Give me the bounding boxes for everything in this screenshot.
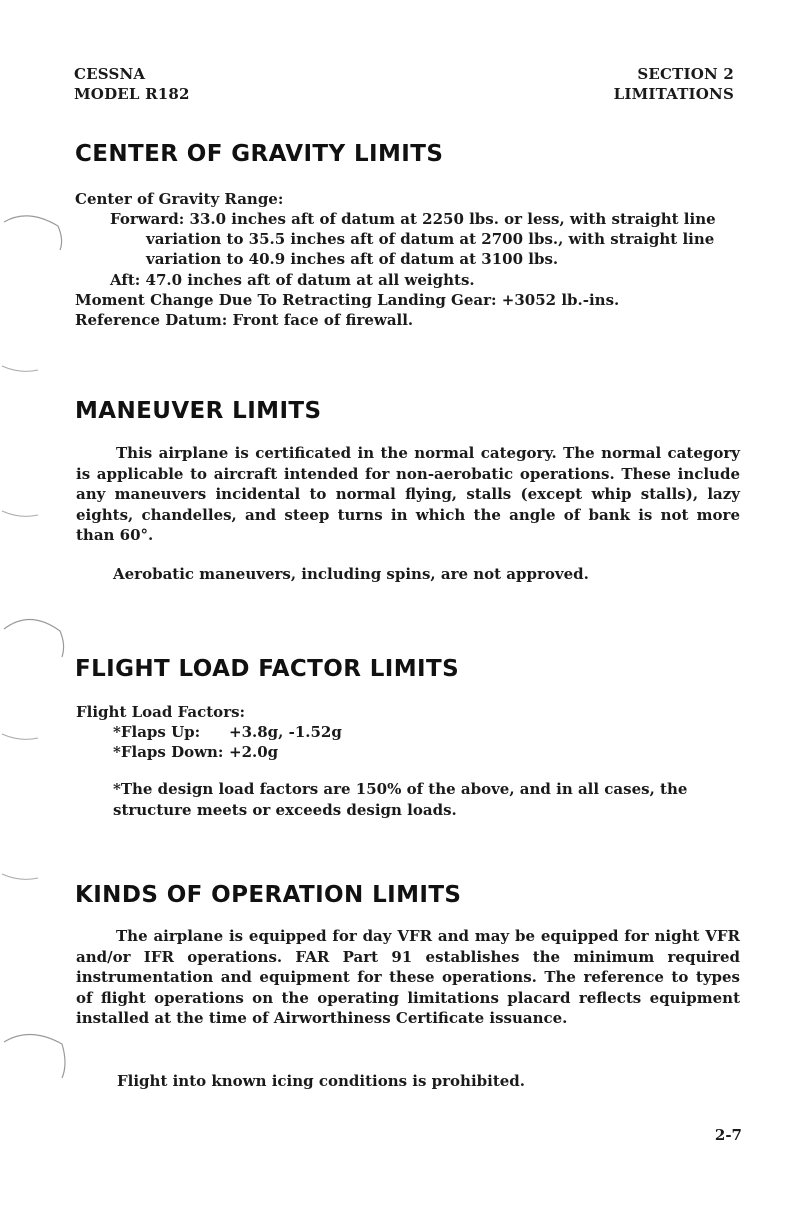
binder-tick-mark — [0, 505, 50, 525]
maneuver-limits-heading: MANEUVER LIMITS — [75, 398, 322, 424]
section-title: LIMITATIONS — [613, 85, 734, 103]
manufacturer-label: CESSNA — [74, 65, 146, 83]
model-label: MODEL R182 — [74, 85, 190, 103]
binder-hole-mark — [0, 1020, 70, 1090]
icing-prohibition: Flight into known icing conditions is prohibited. — [117, 1072, 526, 1090]
kinds-text: The airplane is equipped for day VFR and may be equipped for night VFR and/or IFR operations. FAR Part 91 establishes the minimum required instrumentation and equipment for these operations. The reference to types of flight operations on the operating limitations placard reflects equipment installed at the time of Airworthiness Certificate issuance. — [76, 927, 740, 1027]
cg-forward-line2: variation to 35.5 inches aft of datum at 2700 lbs., with straight line — [146, 230, 715, 248]
cg-aft-limit: Aft: 47.0 inches aft of datum at all weights. — [110, 271, 475, 289]
kinds-paragraph — [76, 926, 740, 1029]
flaps-down-value: +2.0g — [229, 743, 279, 761]
load-factors-label: Flight Load Factors: — [76, 703, 246, 721]
cg-limits-heading: CENTER OF GRAVITY LIMITS — [75, 141, 444, 167]
cg-reference-datum: Reference Datum: Front face of firewall. — [75, 311, 414, 329]
flaps-up-value: +3.8g, -1.52g — [229, 723, 342, 741]
section-label: SECTION 2 — [637, 65, 734, 83]
design-load-note-line1: *The design load factors are 150% of the above, and in all cases, the — [113, 780, 688, 798]
maneuver-text: This airplane is certificated in the normal category. The normal category is applicable to aircraft intended for non-aerobatic operations. These include any maneuvers incidental to normal flying, stalls (except whip stalls), lazy eights, chandelles, and steep turns in which the angle of bank is not more than 60°. — [76, 444, 740, 544]
cg-forward-line1: Forward: 33.0 inches aft of datum at 2250 lbs. or less, with straight line — [110, 210, 716, 228]
binder-hole-mark — [0, 605, 70, 665]
binder-hole-mark — [0, 200, 70, 260]
cg-forward-line3: variation to 40.9 inches aft of datum at 3100 lbs. — [146, 250, 559, 268]
kinds-of-operation-heading: KINDS OF OPERATION LIMITS — [75, 882, 462, 908]
load-factor-heading: FLIGHT LOAD FACTOR LIMITS — [75, 656, 460, 682]
flaps-down-label: *Flaps Down: — [113, 743, 224, 761]
header-left — [74, 64, 190, 104]
binder-tick-mark — [0, 728, 50, 748]
cg-range-label: Center of Gravity Range: — [75, 190, 284, 208]
binder-tick-mark — [0, 360, 50, 380]
binder-tick-mark — [0, 868, 50, 888]
cg-moment-change: Moment Change Due To Retracting Landing Gear: +3052 lb.-ins. — [75, 291, 620, 309]
aerobatic-note: Aerobatic maneuvers, including spins, are not approved. — [113, 565, 589, 583]
flaps-up-label: *Flaps Up: — [113, 723, 201, 741]
design-load-note-line2: structure meets or exceeds design loads. — [113, 801, 457, 819]
maneuver-paragraph — [76, 443, 740, 546]
page-number: 2-7 — [714, 1126, 742, 1144]
header-right — [614, 64, 734, 104]
